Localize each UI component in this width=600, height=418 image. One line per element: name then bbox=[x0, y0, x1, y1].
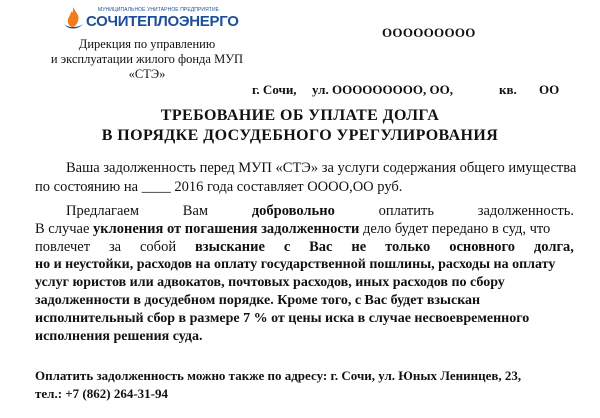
word: оплатить bbox=[378, 203, 434, 219]
warning-line-8: исполнения решения суда. bbox=[35, 329, 203, 344]
text-evasion: уклонения от погашения задолженности bbox=[93, 221, 360, 237]
directorate-line-1: Дирекция по управлению bbox=[78, 37, 216, 51]
word: долга, bbox=[533, 239, 574, 255]
warning-line-2 bbox=[35, 220, 574, 238]
debt-statement-line-2: по состоянию на ____ 2016 года составляет ОООО,ОО руб. bbox=[35, 179, 403, 195]
text: дело будет передано в суд, что bbox=[362, 221, 551, 237]
word: задолженность. bbox=[477, 203, 574, 219]
word: собой bbox=[140, 239, 177, 255]
word: повлечет bbox=[35, 239, 91, 255]
warning-line-7: исполнительный сбор в размере 7 % от цены иска в случае несвоевременного bbox=[35, 311, 530, 326]
word-voluntarily: добровольно bbox=[251, 203, 335, 219]
directorate-line-2: и эксплуатации жилого фонда МУП bbox=[50, 52, 244, 66]
warning-line-6: задолженности в досудебном порядке. Кроме того, с Вас будет взыскан bbox=[35, 293, 481, 308]
address-city: г. Сочи, bbox=[252, 82, 297, 97]
warning-line-3 bbox=[35, 238, 574, 256]
warning-line-4: но и неустойки, расходов на оплату государственной пошлины, расходы на оплату bbox=[35, 257, 556, 272]
word: основного bbox=[449, 239, 516, 255]
word: не bbox=[351, 239, 367, 255]
logo-name: СОЧИТЕПЛОЭНЕРГО bbox=[86, 13, 239, 30]
debt-statement-line-1: Ваша задолженность перед МУП «СТЭ» за услуги содержания общего имущества bbox=[66, 160, 577, 176]
word: Вас bbox=[309, 239, 333, 255]
warning-line-5: услуг юристов или адвокатов, почтовых расходов, иных расходов по сбору bbox=[35, 275, 505, 290]
word: за bbox=[108, 239, 122, 255]
address-street: ул. ООООООООО, ОО, bbox=[312, 82, 453, 97]
address-apt-label: кв. bbox=[499, 82, 517, 97]
directorate-line-3: «СТЭ» bbox=[128, 67, 166, 81]
payment-address: Оплатить задолженность можно также по адресу: г. Сочи, ул. Юных Ленинцев, 23, bbox=[35, 368, 522, 383]
text: В случае bbox=[35, 221, 90, 237]
word: Вам bbox=[182, 203, 209, 219]
address-apt: ОО bbox=[539, 82, 560, 97]
word: Предлагаем bbox=[66, 203, 140, 219]
phone-number: тел.: +7 (862) 264-31-94 bbox=[35, 386, 169, 401]
word: с bbox=[283, 239, 291, 255]
document-title-line-2: В ПОРЯДКЕ ДОСУДЕБНОГО УРЕГУЛИРОВАНИЯ bbox=[101, 127, 499, 144]
logo-subtitle: МУНИЦИПАЛЬНОЕ УНИТАРНОЕ ПРЕДПРИЯТИЕ bbox=[98, 7, 220, 13]
word: взыскание bbox=[194, 239, 265, 255]
document-title-line-1: ТРЕБОВАНИЕ ОБ УПЛАТЕ ДОЛГА bbox=[160, 107, 440, 124]
flame-icon bbox=[62, 6, 84, 32]
warning-line-1 bbox=[66, 202, 574, 220]
recipient-name: ООООООООО bbox=[382, 25, 476, 40]
word: только bbox=[385, 239, 431, 255]
